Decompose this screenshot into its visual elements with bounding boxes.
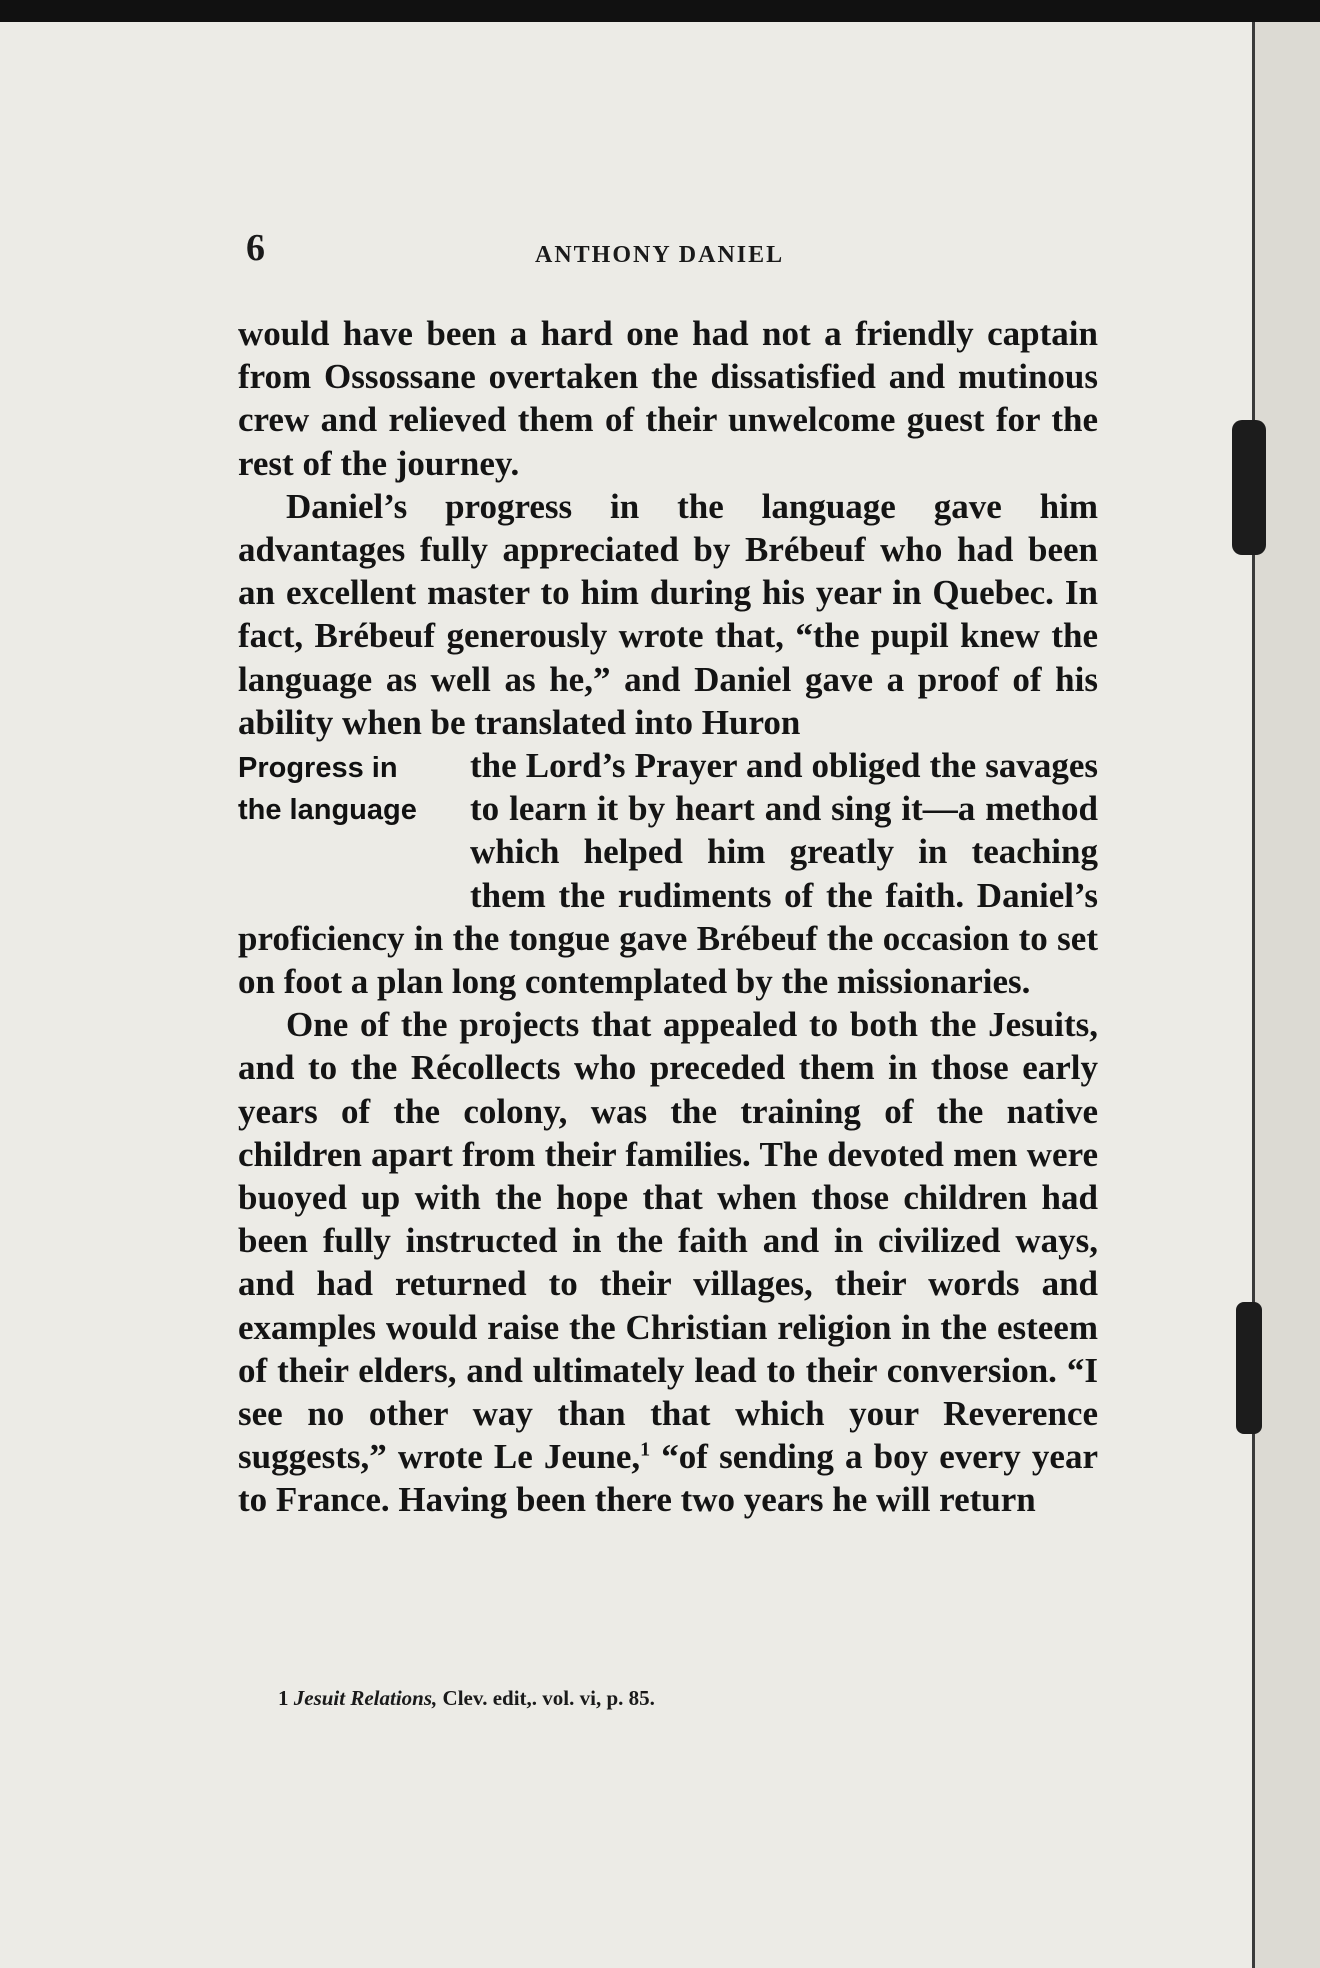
running-head: ANTHONY DANIEL bbox=[535, 242, 785, 268]
paragraph-2-text: the Lord’s Prayer and obliged the savages to learn it by heart and sing it—a method which helped him greatly in teaching them the rudiments of the faith. Daniel’s proficiency in the tongue gave Brébeuf the occasion to set on foot a plan long contemplated by the missionaries. bbox=[238, 746, 1098, 1002]
body-text bbox=[238, 312, 1098, 1522]
paragraph-1: would have been a hard one had not a friendly captain from Ossossane overtaken the dissatisfied and mutinous crew and relieved them of their unwelcome guest for the rest of the journey. bbox=[238, 314, 1098, 483]
footnote-title: Jesuit Relations, bbox=[293, 1686, 438, 1710]
paragraph-3-part-2: “of sending a boy every year to France. Having been there two years he will return bbox=[238, 1437, 1098, 1520]
paragraph-2: Daniel’s progress in the language gave him advantages fully appreciated by Brébeuf who had been an excellent master to him during his year in Quebec. In fact, Brébeuf generously wrote that, “the pupil knew the language as well as he,” and Daniel gave a proof of his ability when be translated into Huron bbox=[238, 486, 1098, 742]
binding-clip-top bbox=[1232, 420, 1266, 555]
marginal-note-line-1: Progress in bbox=[238, 752, 398, 785]
footnote-reference[interactable]: 1 bbox=[640, 1438, 651, 1461]
book-page bbox=[0, 22, 1252, 1968]
marginal-note bbox=[238, 747, 458, 887]
footnote-number: 1 bbox=[278, 1686, 289, 1710]
footnote-citation: Clev. edit,. vol. vi, p. 85. bbox=[437, 1686, 655, 1710]
footnote bbox=[278, 1686, 655, 1711]
page-number: 6 bbox=[246, 227, 265, 269]
paragraph-3-part-1: One of the projects that appealed to both the Jesuits, and to the Récollects who preceded them in those early years of the colony, was the training of the native children apart from their families. The devoted men were buoyed up with the hope that when those children had been fully instructed in the faith and in civilized ways, and had returned to their villages, their words and examples would raise the Christian religion in the esteem of their elders, and ultimately lead to their conversion. “I see no other way than that which your Reverence suggests,” wrote Le Jeune, bbox=[238, 1005, 1098, 1477]
marginal-note-line-2: the language bbox=[238, 794, 417, 827]
page-header bbox=[0, 226, 1252, 276]
paragraph-2-continued bbox=[238, 744, 1098, 1003]
facing-page-edge bbox=[1252, 22, 1320, 1968]
binding-clip-bottom bbox=[1236, 1302, 1262, 1434]
paragraph-3 bbox=[238, 1003, 1098, 1521]
